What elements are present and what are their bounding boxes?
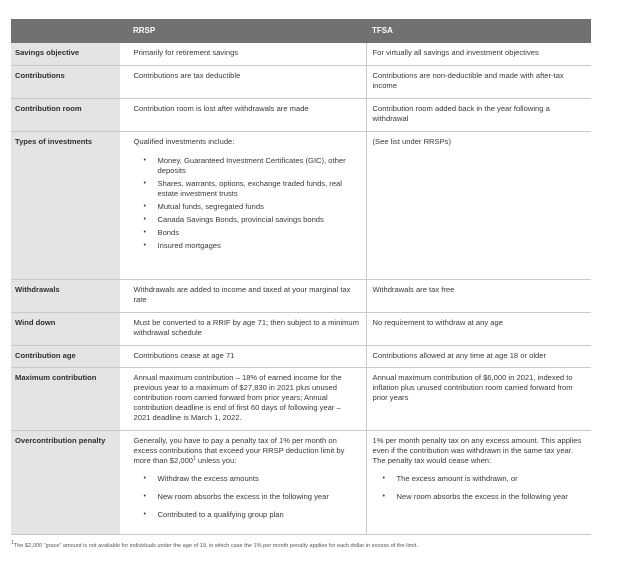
table-row — [11, 43, 591, 65]
table-row — [11, 345, 591, 367]
tfsa-penalty-intro: 1% per month penalty tax on any excess amount. This applies even if the contribution was withdrawn in the same tax year. The penalty tax would cease when: — [372, 435, 582, 465]
investments-intro: Qualified investments include: — [133, 136, 235, 146]
list-item: • Money, Guaranteed Investment Certificates (GIC), other deposits — [144, 156, 360, 176]
row-label: Contribution room — [11, 98, 120, 131]
footnote — [11, 540, 611, 550]
header-rrsp: RRSP — [120, 19, 366, 43]
tfsa-cell: Contributions are non-deductible and made with after-tax income — [366, 65, 591, 98]
list-item: • The excess amount is withdrawn, or — [383, 474, 586, 484]
rrsp-cell: Must be converted to a RRIF by age 71; then subject to a minimum withdrawal schedule — [120, 312, 366, 345]
investments-list — [134, 156, 360, 251]
footnote-text: The $2,000 “grace” amount is not available for individuals under the age of 19, in which case the 1% per month penalty applies for each dollar in excess of the limit. — [13, 543, 418, 549]
penalty-intro-tail: unless you: — [195, 455, 237, 465]
rrsp-tfsa-comparison-table — [11, 19, 591, 535]
rrsp-cell: Contributions cease at age 71 — [120, 345, 366, 367]
table-row — [11, 65, 591, 98]
tfsa-cell: For virtually all savings and investment objectives — [366, 43, 591, 65]
row-label: Overcontribution penalty — [11, 430, 120, 534]
header-empty-cell — [11, 19, 120, 43]
list-item: • Shares, warrants, options, exchange traded funds, real estate investment trusts — [144, 179, 360, 199]
list-item: • New room absorbs the excess in the following year — [383, 492, 586, 502]
table-header-row — [11, 19, 591, 43]
tfsa-cell: (See list under RRSPs) — [366, 131, 591, 279]
table-row — [11, 367, 591, 430]
rrsp-penalty-list — [134, 474, 360, 520]
list-item: • Insured mortgages — [144, 241, 360, 251]
tfsa-cell: No requirement to withdraw at any age — [366, 312, 591, 345]
comparison-table-wrapper — [11, 19, 591, 535]
table-row — [11, 279, 591, 312]
list-item: • New room absorbs the excess in the following year — [144, 492, 360, 502]
row-label: Types of investments — [11, 131, 120, 279]
row-label: Contributions — [11, 65, 120, 98]
tfsa-cell: Contributions allowed at any time at age 18 or older — [366, 345, 591, 367]
tfsa-cell — [366, 430, 591, 534]
table-row — [11, 312, 591, 345]
row-label: Savings objective — [11, 43, 120, 65]
rrsp-cell: Primarily for retirement savings — [120, 43, 366, 65]
list-item: • Bonds — [144, 228, 360, 238]
list-item: • Canada Savings Bonds, provincial savings bonds — [144, 215, 360, 225]
footnote-marker: 1 — [193, 455, 196, 462]
row-label: Withdrawals — [11, 279, 120, 312]
rrsp-cell: Annual maximum contribution – 18% of earned income for the previous year to a maximum of $27,830 in 2021 plus unused contribution room carried forward from prior years; Annual contribution deadline is end of first 60 days of following year – 2021 deadline is March 1, 2022. — [120, 367, 366, 430]
rrsp-cell — [120, 131, 366, 279]
list-item: • Withdraw the excess amounts — [144, 474, 360, 484]
rrsp-cell: Contribution room is lost after withdrawals are made — [120, 98, 366, 131]
header-tfsa: TFSA — [366, 19, 591, 43]
tfsa-cell: Annual maximum contribution of $6,000 in 2021, indexed to inflation plus unused contribution room carried forward from prior years — [366, 367, 591, 430]
rrsp-cell — [120, 430, 366, 534]
penalty-intro-text: Generally, you have to pay a penalty tax of 1% per month on excess contributions that exceed your RRSP deduction limit by more than $2,000 — [133, 435, 345, 465]
table-row — [11, 131, 591, 279]
table-row — [11, 98, 591, 131]
row-label: Maximum contribution — [11, 367, 120, 430]
row-label: Contribution age — [11, 345, 120, 367]
tfsa-cell: Contribution room added back in the year following a withdrawal — [366, 98, 591, 131]
table-row — [11, 430, 591, 534]
row-label: Wind down — [11, 312, 120, 345]
list-item: • Mutual funds, segregated funds — [144, 202, 360, 212]
penalty-intro — [134, 436, 360, 466]
rrsp-cell: Contributions are tax deductible — [120, 65, 366, 98]
tfsa-cell: Withdrawals are tax free — [366, 279, 591, 312]
rrsp-cell: Withdrawals are added to income and taxed at your marginal tax rate — [120, 279, 366, 312]
footnote-number: 1 — [11, 540, 14, 547]
list-item: • Contributed to a qualifying group plan — [144, 510, 360, 520]
tfsa-penalty-list — [373, 474, 586, 502]
